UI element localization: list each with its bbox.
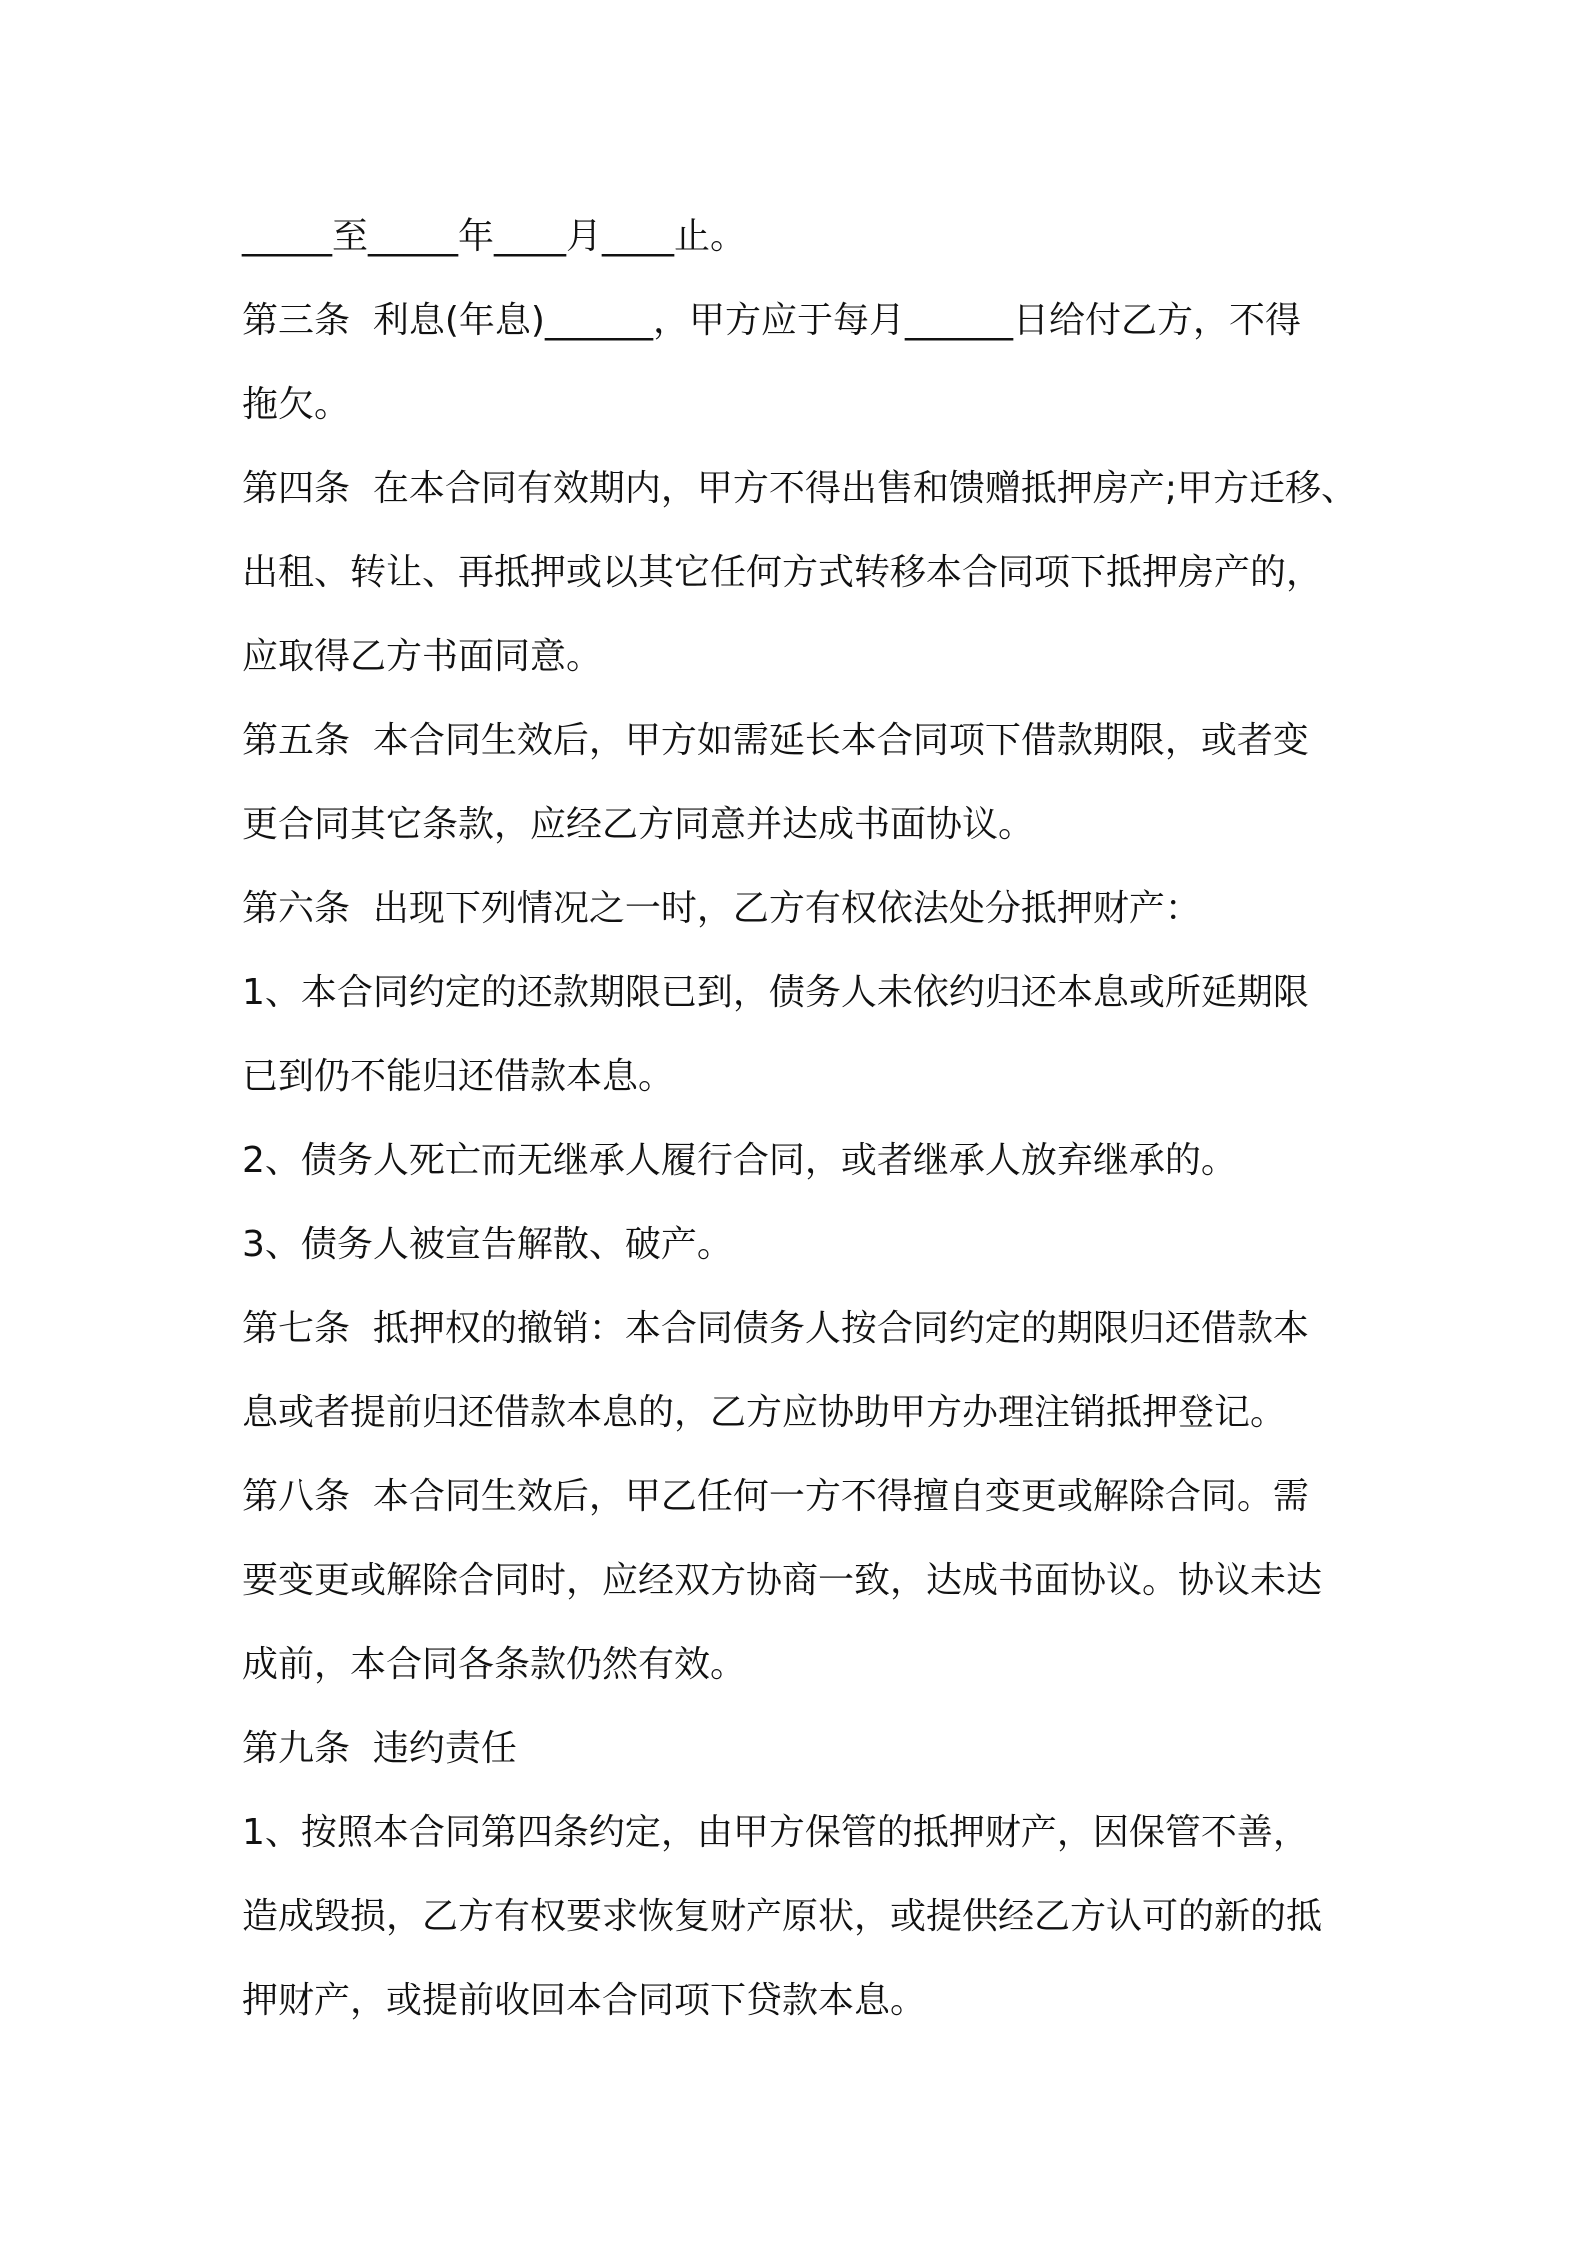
text-line: _____至_____年____月____止。 (242, 216, 747, 257)
text-line: 出租、转让、再抵押或以其它任何方式转移本合同项下抵押房产的， (242, 552, 1323, 593)
text-line: 第三条 利息(年息)______，甲方应于每月______日给付乙方，不得 (242, 300, 1301, 341)
text-line: 已到仍不能归还借款本息。 (242, 1056, 675, 1097)
text-line: 第七条 抵押权的撤销：本合同债务人按合同约定的期限归还借款本 (242, 1308, 1309, 1349)
text-line: 3、债务人被宣告解散、破产。 (242, 1224, 733, 1265)
text-line: 第五条 本合同生效后，甲方如需延长本合同项下借款期限，或者变 (242, 720, 1309, 761)
text-line: 押财产，或提前收回本合同项下贷款本息。 (242, 1980, 927, 2021)
text-line: 更合同其它条款，应经乙方同意并达成书面协议。 (242, 804, 1035, 845)
text-line: 第八条 本合同生效后，甲乙任何一方不得擅自变更或解除合同。需 (242, 1476, 1309, 1517)
text-line: 1、本合同约定的还款期限已到，债务人未依约归还本息或所延期限 (242, 972, 1309, 1013)
text-line: 息或者提前归还借款本息的，乙方应协助甲方办理注销抵押登记。 (242, 1392, 1287, 1433)
text-line: 1、按照本合同第四条约定，由甲方保管的抵押财产，因保管不善， (242, 1812, 1309, 1853)
text-line: 第九条 违约责任 (242, 1728, 517, 1769)
contract-text (242, 195, 1372, 2043)
text-line: 2、债务人死亡而无继承人履行合同，或者继承人放弃继承的。 (242, 1140, 1237, 1181)
text-line: 拖欠。 (242, 384, 351, 425)
text-line: 第四条 在本合同有效期内，甲方不得出售和馈赠抵押房产;甲方迁移、 (242, 468, 1358, 509)
text-line: 要变更或解除合同时，应经双方协商一致，达成书面协议。协议未达 (242, 1560, 1323, 1601)
text-line: 成前，本合同各条款仍然有效。 (242, 1644, 747, 1685)
text-line: 第六条 出现下列情况之一时，乙方有权依法处分抵押财产： (242, 888, 1201, 929)
text-line: 造成毁损，乙方有权要求恢复财产原状，或提供经乙方认可的新的抵 (242, 1896, 1323, 1937)
text-line: 应取得乙方书面同意。 (242, 636, 603, 677)
